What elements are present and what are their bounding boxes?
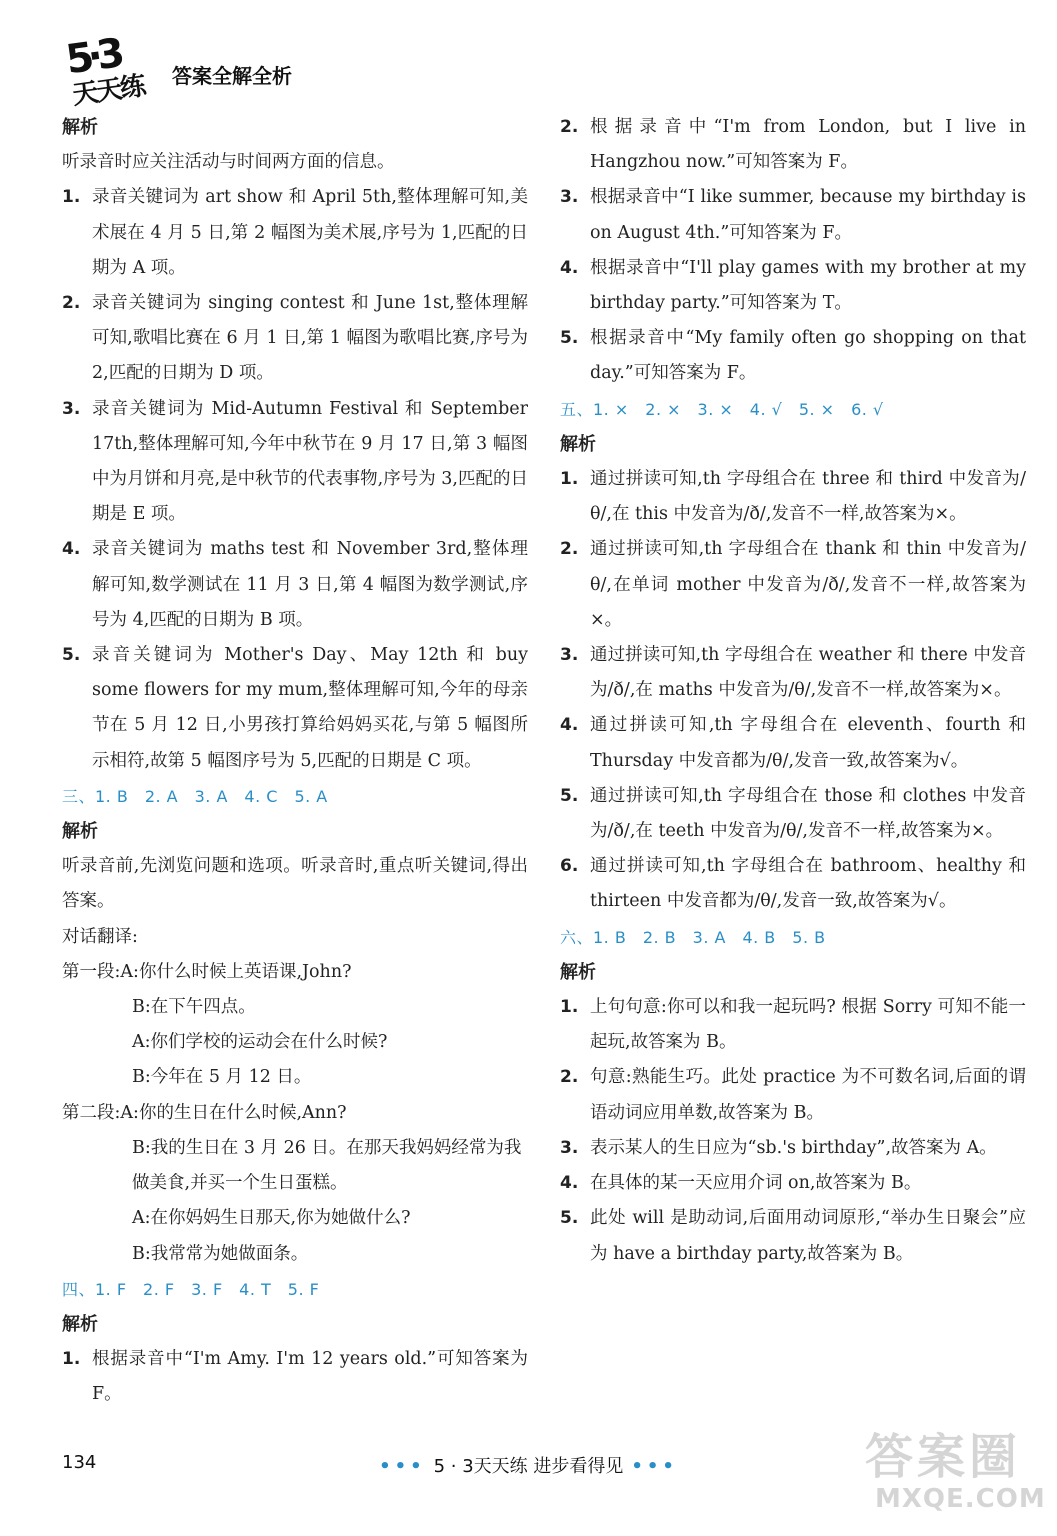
item-text: 上句句意:你可以和我一起玩吗? 根据 Sorry 可知不能一起玩,故答案为 B。 bbox=[590, 997, 1026, 1053]
list-item bbox=[560, 638, 1026, 708]
page-number: 134 bbox=[62, 1452, 97, 1473]
header-title: 答案全解全析 bbox=[172, 64, 292, 88]
list-item bbox=[560, 1201, 1026, 1271]
item-text: 录音关键词为 Mid-Autumn Festival 和 September 17th,整体理解可知,今年中秋节在 9 月 17 日,第 3 幅图中为月饼和月亮,是中秋节的代表事物,序号为 3,匹配的日期是 E 项。 bbox=[92, 398, 528, 525]
item-number: 2. bbox=[560, 1067, 579, 1088]
dialog-text: A:你什么时候上英语课,John? bbox=[120, 961, 352, 982]
slogan-text: 5 · 3天天练 进步看得见 bbox=[433, 1456, 624, 1477]
list-item bbox=[560, 708, 1026, 778]
item-number: 4. bbox=[62, 539, 81, 560]
section3-answers: 三、1. B 2. A 3. A 4. C 5. A bbox=[62, 786, 328, 806]
item-number: 4. bbox=[560, 257, 579, 278]
section3-analysis-heading: 解析 bbox=[62, 821, 98, 843]
item-text: 通过拼读可知,th 字母组合在 three 和 third 中发音为/θ/,在 this 中发音为/ð/,发音不一样,故答案为×。 bbox=[590, 469, 1026, 525]
item-text: 表示某人的生日应为“sb.'s birthday”,故答案为 A。 bbox=[590, 1137, 997, 1158]
item-text: 根据录音中“I'm Amy. I'm 12 years old.”可知答案为 F。 bbox=[92, 1349, 528, 1405]
item-text: 根据录音中“I'll play games with my brother at my birthday party.”可知答案为 T。 bbox=[590, 257, 1026, 314]
dialog-line bbox=[62, 955, 528, 990]
item-text: 通过拼读可知,th 字母组合在 bathroom、healthy 和 thirteen 中发音都为/θ/,发音一致,故答案为√。 bbox=[590, 856, 1026, 912]
analysis-heading: 解析 bbox=[62, 117, 98, 138]
item-number: 6. bbox=[560, 856, 579, 877]
translation-heading: 对话翻译: bbox=[62, 926, 138, 947]
item-text: 此处 will 是助动词,后面用动词原形,“举办生日聚会”应为 have a birthday party,故答案为 B。 bbox=[590, 1208, 1026, 1264]
list-item bbox=[560, 532, 1026, 638]
list-item bbox=[560, 1060, 1026, 1130]
dialog-line bbox=[62, 1131, 528, 1201]
item-number: 1. bbox=[62, 187, 81, 208]
item-number: 2. bbox=[560, 539, 579, 560]
section5-analysis-heading: 解析 bbox=[560, 433, 596, 455]
item-number: 5. bbox=[62, 645, 81, 666]
left-column bbox=[62, 110, 528, 1413]
list-item bbox=[560, 321, 1026, 391]
item-text: 根据录音中“I'm from London, but I live in Hangzhou now.”可知答案为 F。 bbox=[590, 117, 1026, 173]
list-item bbox=[62, 180, 528, 286]
section4-analysis-heading: 解析 bbox=[62, 1313, 98, 1335]
dialog-line: B:我常常为她做面条。 bbox=[132, 1243, 309, 1264]
list-item bbox=[560, 251, 1026, 321]
item-number: 1. bbox=[560, 469, 579, 490]
watermark-logo bbox=[855, 1418, 1045, 1528]
watermark-url: MXQE.COM bbox=[875, 1484, 1046, 1514]
dots-icon: ••• bbox=[379, 1456, 426, 1477]
item-text: 通过拼读可知,th 字母组合在 weather 和 there 中发音为/ð/,在 maths 中发音为/θ/,发音不一样,故答案为×。 bbox=[590, 645, 1026, 701]
analysis-intro: 听录音时应关注活动与时间两方面的信息。 bbox=[62, 152, 395, 173]
item-number: 1. bbox=[560, 997, 579, 1018]
item-text: 通过拼读可知,th 字母组合在 thank 和 thin 中发音为/θ/,在单词 mother 中发音为/ð/,发音不一样,故答案为×。 bbox=[590, 539, 1026, 630]
page-header bbox=[62, 30, 462, 111]
item-text: 通过拼读可知,th 字母组合在 those 和 clothes 中发音为/ð/,在 teeth 中发音为/θ/,发音不一样,故答案为×。 bbox=[590, 785, 1026, 842]
logo-text: 天天练 bbox=[70, 71, 147, 111]
item-number: 5. bbox=[560, 785, 579, 806]
item-text: 录音关键词为 maths test 和 November 3rd,整体理解可知,数学测试在 11 月 3 日,第 4 幅图为数学测试,序号为 4,匹配的日期为 B 项。 bbox=[92, 539, 528, 630]
item-text: 录音关键词为 Mother's Day、May 12th 和 buy some flowers for my mum,整体理解可知,今年的母亲节在 5 月 12 日,小男孩打算给妈妈买花,与第 5 幅图所示相符,故第 5 幅图序号为 5,匹配的日期是 C 项。 bbox=[92, 645, 528, 771]
item-number: 2. bbox=[560, 117, 579, 137]
dialog-text: A:你的生日在什么时候,Ann? bbox=[120, 1102, 347, 1123]
list-item bbox=[560, 110, 1026, 180]
item-text: 录音关键词为 singing contest 和 June 1st,整体理解可知,歌唱比赛在 6 月 1 日,第 1 幅图为歌唱比赛,序号为 2,匹配的日期为 D 项。 bbox=[92, 293, 528, 384]
item-number: 3. bbox=[560, 645, 579, 666]
list-item bbox=[560, 1131, 1026, 1166]
list-item bbox=[62, 286, 528, 392]
item-number: 4. bbox=[560, 715, 579, 736]
item-text: 通过拼读可知,th 字母组合在 eleventh、fourth 和 Thursday 中发音都为/θ/,发音一致,故答案为√。 bbox=[590, 715, 1026, 771]
item-text: 句意:熟能生巧。此处 practice 为不可数名词,后面的谓语动词应用单数,故答案为 B。 bbox=[590, 1067, 1026, 1123]
item-number: 5. bbox=[560, 1208, 579, 1229]
list-item bbox=[62, 638, 528, 779]
list-item bbox=[560, 180, 1026, 250]
dialog-line: A:你们学校的运动会在什么时候? bbox=[132, 1032, 388, 1053]
list-item bbox=[62, 532, 528, 638]
item-number: 3. bbox=[560, 1137, 579, 1158]
item-number: 3. bbox=[560, 187, 579, 208]
list-item bbox=[560, 462, 1026, 532]
item-text: 录音关键词为 art show 和 April 5th,整体理解可知,美术展在 4 月 5 日,第 2 幅图为美术展,序号为 1,匹配的日期为 A 项。 bbox=[92, 187, 528, 278]
dialog-line: B:在下午四点。 bbox=[132, 997, 256, 1018]
section6-analysis-heading: 解析 bbox=[560, 961, 596, 983]
item-number: 1. bbox=[62, 1349, 81, 1370]
list-item bbox=[560, 1166, 1026, 1201]
item-text: 根据录音中“My family often go shopping on that day.”可知答案为 F。 bbox=[590, 328, 1026, 384]
item-number: 4. bbox=[560, 1173, 579, 1194]
dots-icon: ••• bbox=[631, 1456, 678, 1477]
section3-intro: 听录音前,先浏览问题和选项。听录音时,重点听关键词,得出答案。 bbox=[62, 856, 528, 912]
dialog-line bbox=[62, 1096, 528, 1131]
dialog-part-label: 第二段: bbox=[62, 1102, 121, 1123]
logo-number: 5·3 bbox=[63, 30, 122, 84]
dialog-text: B:我的生日在 3 月 26 日。在那天我妈妈经常为我做美食,并买一个生日蛋糕。 bbox=[132, 1137, 522, 1194]
list-item bbox=[560, 779, 1026, 849]
brand-logo bbox=[62, 30, 160, 111]
section5-answers: 五、1. × 2. × 3. × 4. √ 5. × 6. √ bbox=[560, 399, 884, 419]
item-text: 根据录音中“I like summer, because my birthday is on August 4th.”可知答案为 F。 bbox=[590, 187, 1026, 243]
list-item bbox=[62, 1342, 528, 1412]
item-number: 2. bbox=[62, 293, 81, 314]
dialog-part-label: 第一段: bbox=[62, 961, 121, 982]
watermark-text: 答案圈 bbox=[865, 1429, 1022, 1485]
section4-answers: 四、1. F 2. F 3. F 4. T 5. F bbox=[62, 1279, 320, 1299]
section6-answers: 六、1. B 2. B 3. A 4. B 5. B bbox=[560, 927, 826, 947]
list-item bbox=[560, 990, 1026, 1060]
item-number: 5. bbox=[560, 328, 579, 349]
dialog-line: B:今年在 5 月 12 日。 bbox=[132, 1067, 312, 1088]
dialog-line: A:在你妈妈生日那天,你为她做什么? bbox=[132, 1208, 411, 1229]
list-item bbox=[62, 392, 528, 533]
item-text: 在具体的某一天应用介词 on,故答案为 B。 bbox=[590, 1173, 922, 1194]
list-item bbox=[560, 849, 1026, 919]
item-number: 3. bbox=[62, 398, 81, 419]
right-column bbox=[560, 110, 1026, 1272]
